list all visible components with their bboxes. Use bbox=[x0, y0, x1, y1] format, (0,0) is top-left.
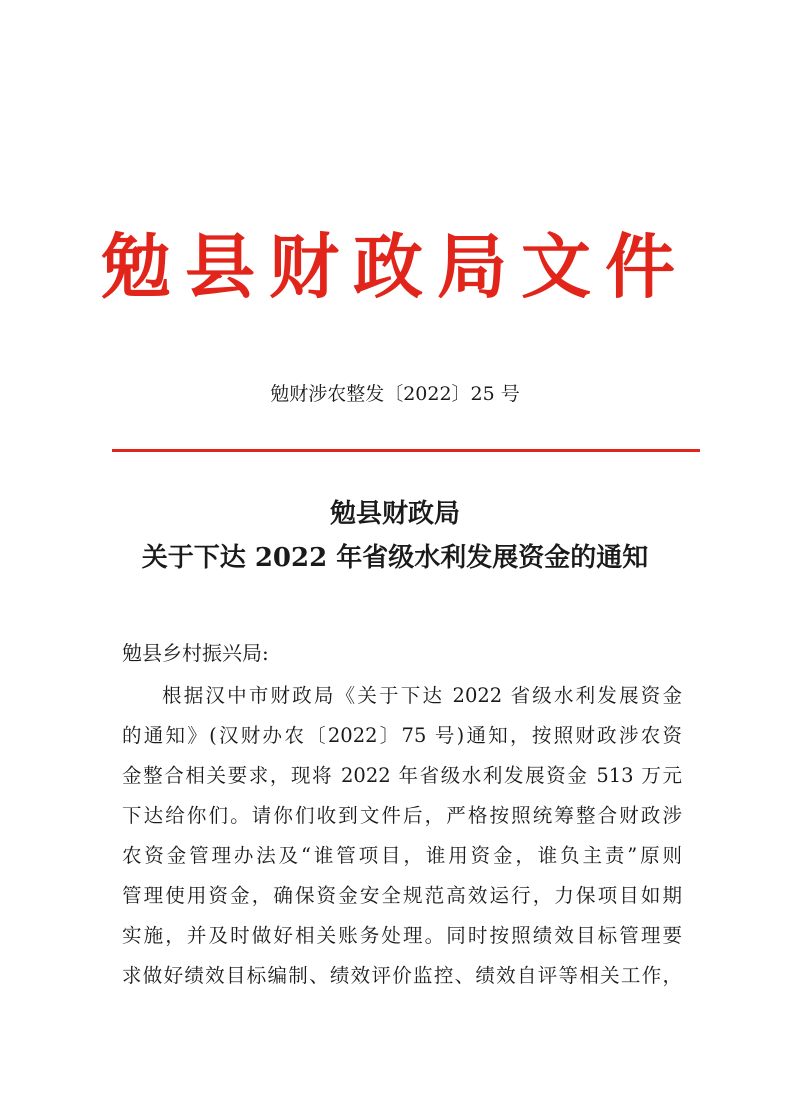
body-line: 金整合相关要求，现将 2022 年省级水利发展资金 513 万元 bbox=[122, 764, 682, 787]
notice-title-line-1: 勉县财政局 bbox=[329, 499, 460, 529]
body-line: 下达给你们。请你们收到文件后，严格按照统筹整合财政涉 bbox=[122, 804, 682, 827]
notice-title bbox=[0, 492, 790, 580]
notice-title-line-2: 关于下达 2022 年省级水利发展资金的通知 bbox=[141, 543, 649, 573]
body-line: 实施，并及时做好相关账务处理。同时按照绩效目标管理要 bbox=[122, 924, 682, 947]
body-line: 求做好绩效目标编制、绩效评价监控、绩效自评等相关工作， bbox=[122, 964, 682, 987]
body-line: 农资金管理办法及“谁管项目，谁用资金，谁负主责”原则 bbox=[122, 844, 682, 867]
body-line: 管理使用资金，确保资金安全规范高效运行，力保项目如期 bbox=[122, 884, 682, 907]
addressee: 勉县乡村振兴局: bbox=[122, 641, 269, 665]
body-line: 的通知》(汉财办农〔2022〕75 号)通知，按照财政涉农资 bbox=[122, 724, 682, 747]
body-paragraph bbox=[122, 676, 682, 996]
red-divider-line bbox=[112, 449, 700, 452]
document-number: 勉财涉农整发〔2022〕25 号 bbox=[270, 383, 520, 405]
body-line: 根据汉中市财政局《关于下达 2022 省级水利发展资金 bbox=[162, 684, 682, 707]
masthead-title: 勉县财政局文件 bbox=[101, 225, 689, 308]
